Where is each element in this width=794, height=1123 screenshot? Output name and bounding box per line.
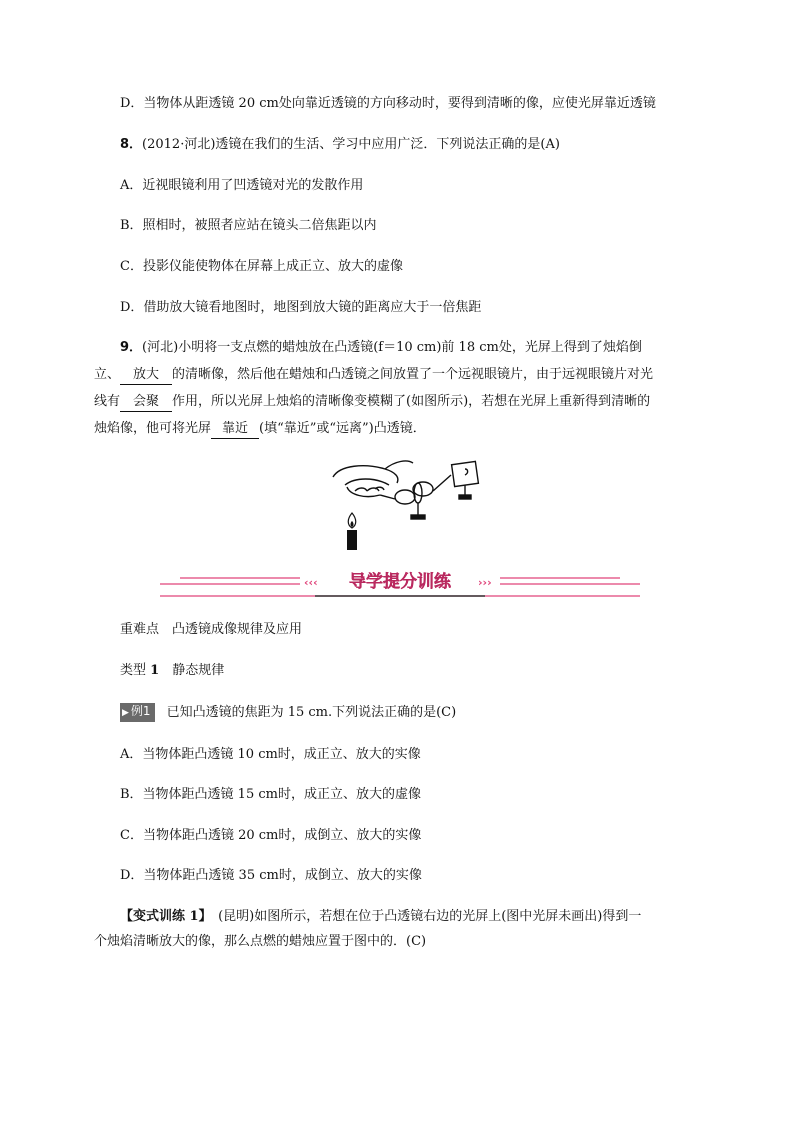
lens-candle-illustration — [325, 455, 495, 555]
example-1-badge — [120, 703, 155, 722]
example-1-option-a: A．当物体距凸透镜 10 cm时，成正立、放大的实像 — [120, 747, 421, 762]
banner-right-chevrons: ››› — [478, 576, 492, 589]
q8-option-c: C．投影仪能使物体在屏幕上成正立、放大的虚像 — [120, 259, 403, 274]
example-1-badge-label: 例1 — [130, 704, 151, 718]
q9-line-1-text: (河北)小明将一支点燃的蜡烛放在凸透镜(f＝10 cm)前 18 cm处，光屏上得到了烛焰倒 — [142, 340, 642, 355]
example-1-stem — [120, 703, 456, 723]
q9-answer-blank-1: 放大 — [120, 366, 172, 385]
q8-option-a: A．近视眼镜利用了凹透镜对光的发散作用 — [120, 178, 364, 193]
banner-title: 导学提分训练 — [349, 572, 451, 592]
q7-option-d: D．当物体从距透镜 20 cm处向靠近透镜的方向移动时，要得到清晰的像，应使光屏靠近透镜 — [120, 96, 656, 111]
q8-option-d: D．借助放大镜看地图时，地图到放大镜的距离应大于一倍焦距 — [120, 300, 482, 315]
q8-stem — [120, 135, 560, 155]
q9-number: 9． — [120, 340, 143, 355]
q9-line-1 — [120, 338, 642, 358]
q9-answer-blank-3: 靠近 — [211, 420, 259, 439]
banner-left-chevrons: ‹‹‹ — [304, 576, 318, 589]
example-1-stem-text: 已知凸透镜的焦距为 15 cm.下列说法正确的是(C) — [166, 705, 457, 720]
example-1-option-d: D．当物体距凸透镜 35 cm时，成倒立、放大的实像 — [120, 868, 422, 883]
q9-line-2 — [94, 365, 653, 385]
variant-1-label: 【变式训练 1】 — [120, 909, 206, 924]
q9-line-2-start: 立、 — [94, 367, 121, 382]
q9-line-3-start: 线有 — [94, 394, 121, 409]
q8-option-b: B．照相时，被照者应站在镜头二倍焦距以内 — [120, 218, 377, 233]
q9-answer-blank-2: 会聚 — [120, 393, 172, 412]
type-number: 1 — [150, 663, 160, 678]
key-point-heading: 重难点 凸透镜成像规律及应用 — [120, 622, 303, 637]
q8-number: 8． — [120, 137, 143, 152]
type-label: 类型 — [120, 663, 147, 678]
q9-line-4-start: 烛焰像，他可将光屏 — [94, 421, 212, 436]
variant-1-line-2: 个烛焰清晰放大的像，那么点燃的蜡烛应置于图中的．(C) — [94, 934, 427, 949]
q9-line-3-end: 作用，所以光屏上烛焰的清晰像变模糊了(如图所示)，若想在光屏上重新得到清晰的 — [172, 394, 651, 409]
q9-line-4 — [94, 419, 426, 439]
section-banner — [160, 564, 640, 604]
variant-1-line-1-text: (昆明)如图所示，若想在位于凸透镜右边的光屏上(图中光屏未画出)得到一 — [218, 909, 642, 924]
variant-1-line-1 — [120, 907, 641, 927]
example-1-option-b: B．当物体距凸透镜 15 cm时，成正立、放大的虚像 — [120, 787, 421, 802]
q9-line-2-end: 的清晰像，然后他在蜡烛和凸透镜之间放置了一个远视眼镜片，由于远视眼镜片对光 — [172, 367, 654, 382]
q9-line-3 — [94, 392, 650, 412]
type-heading — [120, 661, 224, 681]
example-1-option-c: C．当物体距凸透镜 20 cm时，成倒立、放大的实像 — [120, 828, 422, 843]
q8-stem-text: (2012·河北)透镜在我们的生活、学习中应用广泛．下列说法正确的是(A) — [142, 137, 560, 152]
play-triangle-icon: ▶ — [122, 708, 129, 718]
q9-line-4-end: (填“靠近”或“远离”)凸透镜． — [259, 421, 426, 436]
type-name: 静态规律 — [172, 663, 225, 678]
